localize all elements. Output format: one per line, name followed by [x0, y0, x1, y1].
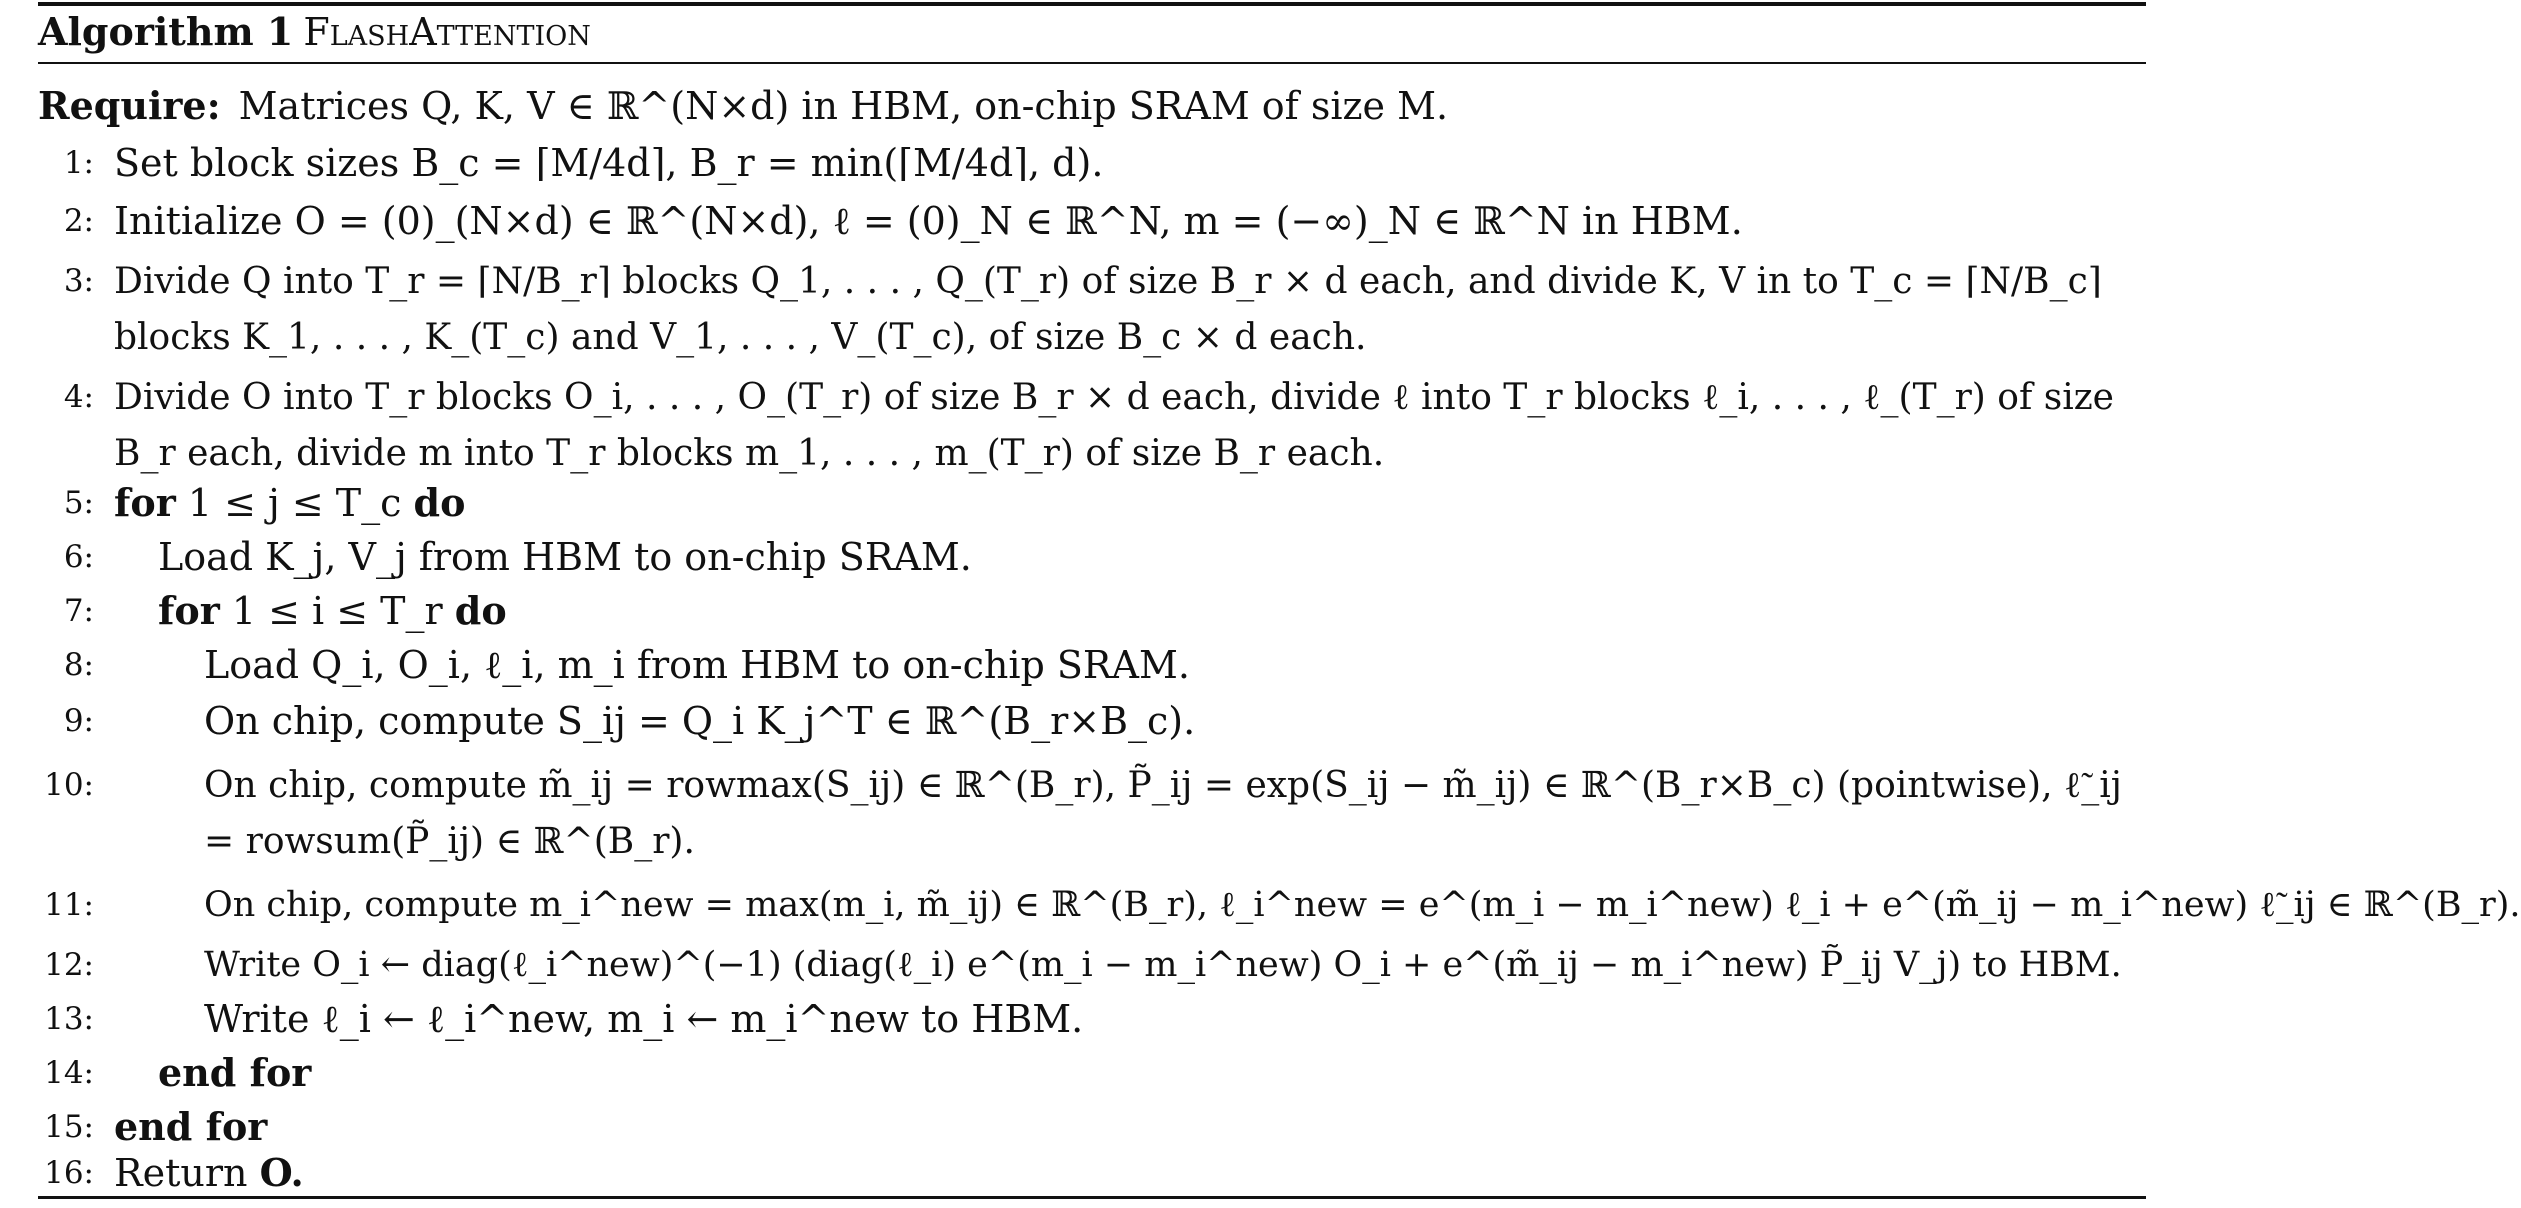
return-value: O. [259, 1150, 304, 1195]
algorithm-line-16 [38, 1146, 2146, 1200]
algorithm-title [38, 8, 591, 56]
line-number: 16: [44, 1155, 94, 1191]
line-number: 3: [63, 263, 94, 299]
line-text: Load K_j, V_j from HBM to on-chip SRAM. [158, 535, 972, 579]
algorithm-line-13 [38, 992, 2146, 1046]
require-line [38, 78, 1448, 134]
algorithm-label: Algorithm 1 [38, 9, 294, 54]
line-text: On chip, compute m_i^new = max(m_i, m̃_ij) ∈ ℝ^(B_r), ℓ_i^new = e^(m_i − m_i^new) ℓ_i + e^(m̃_ij − m_i^new) ℓ̃_ij ∈ ℝ^(B_r). [204, 885, 2521, 925]
algorithm-line-6 [38, 530, 2146, 584]
line-text: On chip, compute S_ij = Q_i K_j^T ∈ ℝ^(B_r×B_c). [204, 699, 1196, 743]
algorithm-line-9 [38, 694, 2146, 748]
top-rule [38, 2, 2146, 6]
line-number: 8: [63, 647, 94, 683]
algorithm-line-3 [38, 254, 2146, 370]
line-content [114, 476, 465, 530]
algorithm-line-14 [38, 1046, 2146, 1100]
line-content [114, 1146, 304, 1200]
line-number: 10: [44, 767, 94, 803]
end-for-keyword: end for [158, 1050, 312, 1095]
line-number: 5: [63, 485, 94, 521]
loop-range: 1 ≤ j ≤ T_c [187, 481, 402, 525]
require-text: Matrices Q, K, V ∈ ℝ^(N×d) in HBM, on-chip SRAM of size M. [238, 84, 1449, 128]
do-keyword: do [454, 588, 507, 633]
line-number: 11: [44, 887, 94, 923]
line-content [158, 584, 507, 638]
require-keyword: Require: [38, 83, 221, 128]
algorithm-line-10 [38, 758, 2146, 874]
line-text: Write O_i ← diag(ℓ_i^new)^(−1) (diag(ℓ_i) e^(m_i − m_i^new) O_i + e^(m̃_ij − m_i^new) P̃_ij V_j) to HBM. [204, 945, 2122, 985]
line-number: 4: [63, 379, 94, 415]
return-keyword: Return [114, 1151, 248, 1195]
line-text: On chip, compute m̃_ij = rowmax(S_ij) ∈ ℝ^(B_r), P̃_ij = exp(S_ij − m̃_ij) ∈ ℝ^(B_r×B_c) (pointwise), ℓ̃_ij = rowsum(P̃_ij) ∈ ℝ^(B_r). [204, 765, 2122, 862]
algorithm-name: FlashAttention [303, 10, 591, 54]
bottom-rule [38, 1196, 2146, 1199]
line-text: Divide Q into T_r = ⌈N/B_r⌉ blocks Q_1, . . . , Q_(T_r) of size B_r × d each, and divide K, V in to T_c = ⌈N/B_c⌉ blocks K_1, . . . , K_(T_c) and V_1, . . . , V_(T_c), of size B_c × d each. [114, 261, 2102, 358]
algorithm-line-2 [38, 194, 2146, 248]
line-text: Write ℓ_i ← ℓ_i^new, m_i ← m_i^new to HBM. [204, 997, 1084, 1041]
line-number: 14: [44, 1055, 94, 1091]
loop-range: 1 ≤ i ≤ T_r [231, 589, 443, 633]
algorithm-line-1 [38, 136, 2146, 190]
algorithm-line-11 [38, 878, 2521, 932]
title-rule [38, 62, 2146, 64]
algorithm-line-12 [38, 938, 2146, 992]
line-number: 15: [44, 1109, 94, 1145]
line-number: 9: [63, 703, 94, 739]
line-text: Load Q_i, O_i, ℓ_i, m_i from HBM to on-chip SRAM. [204, 643, 1190, 687]
line-number: 7: [63, 593, 94, 629]
algorithm-line-5 [38, 476, 2146, 530]
line-number: 13: [44, 1001, 94, 1037]
line-number: 12: [44, 947, 94, 983]
line-text: Divide O into T_r blocks O_i, . . . , O_(T_r) of size B_r × d each, divide ℓ into T_r blocks ℓ_i, . . . , ℓ_(T_r) of size B_r each, divide m into T_r blocks m_1, . . . , m_(T_r) of size B_r each. [114, 377, 2114, 474]
algorithm-line-7 [38, 584, 2146, 638]
algorithm-line-4 [38, 370, 2146, 480]
line-number: 1: [63, 145, 94, 181]
line-number: 2: [63, 203, 94, 239]
algorithm-line-8 [38, 638, 2146, 692]
line-text: Initialize O = (0)_(N×d) ∈ ℝ^(N×d), ℓ = (0)_N ∈ ℝ^N, m = (−∞)_N ∈ ℝ^N in HBM. [114, 199, 1743, 243]
do-keyword: do [413, 480, 466, 525]
end-for-keyword: end for [114, 1104, 268, 1149]
line-text: Set block sizes B_c = ⌈M/4d⌉, B_r = min(⌈M/4d⌉, d). [114, 141, 1104, 185]
line-number: 6: [63, 539, 94, 575]
for-keyword: for [158, 588, 220, 633]
for-keyword: for [114, 480, 176, 525]
